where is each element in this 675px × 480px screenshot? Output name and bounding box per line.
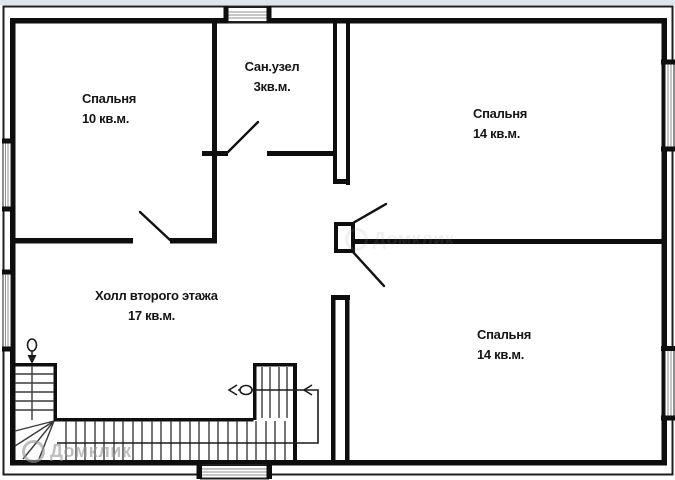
bedroom-14-bottom-door-swing (353, 252, 384, 286)
walk-line-arrow (229, 385, 237, 395)
room-name: Спальня (82, 91, 137, 106)
room-area: 17 кв.м. (127, 308, 175, 323)
room-label-bedroom-14-top (473, 105, 527, 145)
interior-walls (10, 23, 662, 461)
room-area: 3кв.м. (253, 79, 291, 94)
room-name: Сан.узел (244, 59, 300, 74)
watermark-text: Домклик (373, 229, 455, 249)
room-area: 14 кв.м. (477, 347, 525, 362)
watermark-faint (345, 228, 454, 251)
watermark-text: Домклик (50, 441, 132, 461)
watermark-logo-icon (345, 228, 368, 251)
room-name: Спальня (473, 106, 528, 121)
bedroom-14-top-door-swing (353, 204, 386, 223)
room-label-hall (95, 287, 218, 327)
room-area: 14 кв.м. (473, 126, 521, 141)
stair-treads-right-flight (262, 367, 287, 418)
room-name: Холл второго этажа (95, 288, 218, 303)
stair-treads-left-flight (15, 374, 54, 410)
watermark-logo-icon (22, 440, 45, 463)
room-label-bedroom-10 (82, 90, 136, 130)
room-label-bathroom (240, 58, 304, 98)
stair-down-arrow (28, 339, 37, 420)
bathroom-door-swing (228, 122, 258, 152)
window-top (224, 6, 272, 24)
bedroom-10-door-swing (140, 212, 170, 240)
room-label-bedroom-14-bottom (477, 326, 531, 366)
watermark (22, 440, 131, 463)
room-area: 10 кв.м. (82, 111, 130, 126)
room-name: Спальня (477, 327, 532, 342)
